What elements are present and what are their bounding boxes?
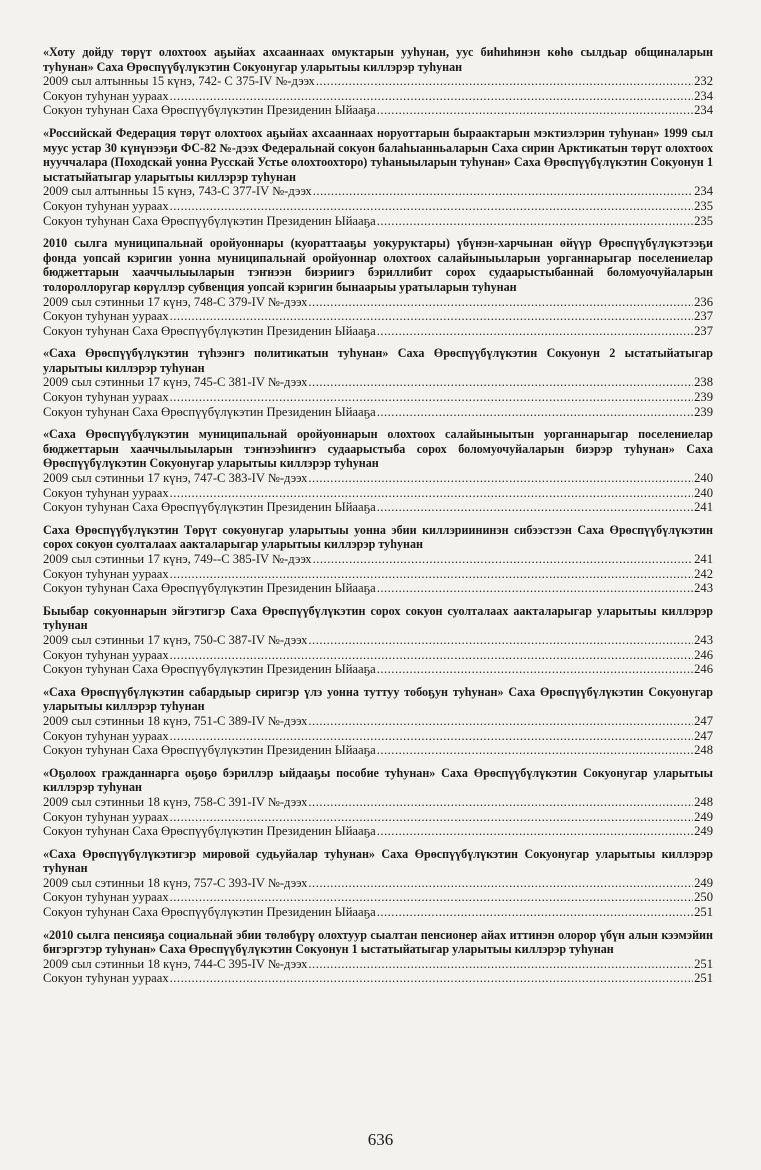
entry-title: «Оҕолоох гражданнарга оҕоҕо бэриллэр ыйдааҕы пособие туһунан» Саха Өрөспүүбүлүкэтин Сокуонугар уларытыы киллэрэр туһунан — [43, 765, 713, 795]
dot-leader — [170, 890, 693, 905]
row-page-number: 234 — [694, 184, 713, 199]
entry-title: «Хоту дойду төрүт олохтоох аҕыйах ахсааннаах омуктарын ууһунан, уус биһиһинэн көһө сылдьар общиналарын туһунан» Саха Өрөспүүбүлүкэтин Сокуонугар уларытыы киллэрэр туһунан — [43, 45, 713, 74]
row-page-number: 234 — [694, 103, 713, 118]
row-page-number: 246 — [694, 647, 713, 662]
row-page-number: 237 — [694, 309, 713, 324]
toc-row — [43, 581, 713, 596]
toc-row — [43, 103, 713, 118]
toc-row — [43, 905, 713, 920]
row-label: 2009 сыл алтынньы 15 күнэ, 742- С 375-IV №-дээх — [43, 74, 315, 89]
row-page-number: 248 — [694, 743, 713, 758]
toc-row — [43, 971, 713, 986]
entry-title: «Российскай Федерация төрүт олохтоох аҕыйах ахсааннаах норуоттарын быраактарын мэктиэлэрин туһунан» 1999 сыл муус устар 30 күнүнээҕи ФС-82 №-дээх Федеральнай сокуон балаһыанньаларын Саха сирин Арктикатын төрүт олохтоох нууччалара (Походскай уонна Русскай Устье олохтоохторо) туһаныыларын туһунан» Саха Өрөспүүбүлүкэтин Сокуонун 1 ыстатыйатыгар уларытыы киллэрэр туһунан — [43, 125, 713, 184]
row-page-number: 246 — [694, 662, 713, 677]
toc-row — [43, 486, 713, 501]
entry-title: Саха Өрөспүүбүлүкэтин Төрүт сокуонугар уларытыы уонна эбии киллэриининэн сибээстээн Саха Өрөспүүбүлүкэтин сорох сокуон суолталаах аакталарыгар уларытыы киллэрэр туһунан — [43, 522, 713, 552]
toc-row — [43, 375, 713, 390]
row-page-number: 239 — [694, 404, 713, 419]
row-label: 2009 сыл сэтинньи 17 күнэ, 747-С 383-IV №-дээх — [43, 471, 308, 486]
table-of-contents — [43, 45, 713, 994]
row-label: 2009 сыл сэтинньи 18 күнэ, 751-С 389-IV №-дээх — [43, 713, 308, 728]
row-label: 2009 сыл алтынньы 15 күнэ, 743-С 377-IV №-дээх — [43, 184, 312, 199]
toc-row — [43, 471, 713, 486]
toc-row — [43, 324, 713, 339]
row-page-number: 238 — [694, 375, 713, 390]
toc-row — [43, 633, 713, 648]
dot-leader — [170, 390, 693, 405]
row-label: Сокуон туһунан уураах — [43, 728, 169, 743]
dot-leader — [308, 957, 693, 972]
toc-row — [43, 890, 713, 905]
row-label: Сокуон туһунан Саха Өрөспүүбүлүкэтин Президенин Ыйааҕа — [43, 404, 376, 419]
toc-row — [43, 567, 713, 582]
row-page-number: 234 — [694, 88, 713, 103]
dot-leader — [377, 743, 693, 758]
dot-leader — [377, 103, 693, 118]
toc-row — [43, 74, 713, 89]
dot-leader — [308, 795, 693, 810]
toc-row — [43, 729, 713, 744]
row-page-number: 241 — [694, 552, 713, 566]
toc-row — [43, 295, 713, 310]
toc-entry — [43, 126, 713, 228]
row-label: Сокуон туһунан уураах — [43, 198, 169, 213]
dot-leader — [170, 89, 693, 104]
row-label: Сокуон туһунан уураах — [43, 485, 169, 500]
entry-title: 2010 сылга муниципальнай оройуоннары (куораттааҕы уокуруктары) үбүнэн-харчынан өйүүр Өрөспүүбүлүкэтээҕи фонда уопсай кэригин уонна муниципальнай оройуоннар олохтоох салайыныыларын уорганнарыгар поселениелар бюджеттарын хааччылыыларын тэҥнээн биэриигэ бэриллибит сорох судаарыстыбаннай боломуочуйаларын толороллоругар көрүллэр субвенция уопсай кэригин бынаарыы уратыларын туһунан — [43, 236, 713, 294]
row-label: Сокуон туһунан уураах — [43, 309, 169, 324]
row-label: Сокуон туһунан Саха Өрөспүүбүлүкэтин Президенин Ыйааҕа — [43, 581, 376, 596]
toc-row — [43, 390, 713, 405]
entry-title: «Саха Өрөспүүбүлүкэтин сабардыыр сиригэр үлэ уонна туттуу тобоҕун туһунан» Саха Өрөспүүбүлүкэтин Сокуонугар уларытыы киллэрэр туһунан — [43, 684, 713, 714]
row-page-number: 235 — [694, 213, 713, 228]
row-page-number: 235 — [694, 198, 713, 213]
row-page-number: 240 — [694, 471, 713, 486]
row-label: 2009 сыл сэтинньи 18 күнэ, 744-С 395-IV №-дээх — [43, 956, 308, 971]
row-page-number: 232 — [694, 74, 713, 89]
row-page-number: 236 — [694, 294, 713, 309]
entry-title: «Саха Өрөспүүбүлүкэтин түһээнгэ политикатын туһунан» Саха Өрөспүүбүлүкэтин Сокуонун 2 ыстатыйатыгар уларытыы киллэрэр туһунан — [43, 346, 713, 375]
toc-row — [43, 89, 713, 104]
row-page-number: 242 — [694, 566, 713, 581]
toc-row — [43, 214, 713, 229]
row-label: Сокуон туһунан уураах — [43, 647, 169, 662]
row-label: Сокуон туһунан уураах — [43, 566, 169, 581]
toc-row — [43, 662, 713, 677]
row-label: Сокуон туһунан Саха Өрөспүүбүлүкэтин Президенин Ыйааҕа — [43, 213, 376, 228]
toc-entry — [43, 685, 713, 758]
toc-row — [43, 552, 713, 567]
dot-leader — [316, 74, 693, 89]
entry-title: Быыбар сокуоннарын эйгэтигэр Саха Өрөспүүбүлүкэтин сорох сокуон суолталаах аакталарыгар уларытыы киллэрэр туһунан — [43, 603, 713, 633]
entry-title: «2010 сылга пенсияҕа социальнай эбии төлөбүрү олохтуур сыалтан пенсионер айах иттинэн олорор үбүн алын кээмэйин бигэргэтэр туһунан» Саха Өрөспүүбүлүкэтин Сокуонун 1 ыстатыйатыгар уларытыы киллэрэр туһунан — [43, 927, 713, 957]
toc-row — [43, 795, 713, 810]
row-page-number: 247 — [694, 713, 713, 728]
dot-leader — [308, 471, 693, 486]
toc-entry — [43, 766, 713, 839]
toc-row — [43, 648, 713, 663]
dot-leader — [308, 295, 693, 310]
row-label: Сокуон туһунан Саха Өрөспүүбүлүкэтин Президенин Ыйааҕа — [43, 323, 376, 338]
dot-leader — [308, 714, 693, 729]
row-page-number: 250 — [694, 890, 713, 905]
dot-leader — [377, 905, 693, 920]
dot-leader — [170, 971, 693, 986]
toc-entry — [43, 847, 713, 920]
row-page-number: 248 — [694, 794, 713, 809]
row-page-number: 251 — [694, 971, 713, 986]
row-label: 2009 сыл сэтинньи 17 күнэ, 750-С 387-IV №-дээх — [43, 632, 308, 647]
dot-leader — [308, 876, 693, 891]
toc-entry — [43, 346, 713, 419]
dot-leader — [170, 567, 693, 582]
row-label: Сокуон туһунан Саха Өрөспүүбүлүкэтин Президенин Ыйааҕа — [43, 743, 376, 758]
row-page-number: 249 — [694, 875, 713, 890]
dot-leader — [308, 633, 693, 648]
dot-leader — [170, 729, 693, 744]
toc-row — [43, 810, 713, 825]
row-page-number: 237 — [694, 323, 713, 338]
toc-row — [43, 714, 713, 729]
toc-row — [43, 405, 713, 420]
row-label: 2009 сыл сэтинньи 17 күнэ, 745-С 381-IV №-дээх — [43, 375, 308, 390]
row-label: Сокуон туһунан Саха Өрөспүүбүлүкэтин Президенин Ыйааҕа — [43, 905, 376, 920]
toc-row — [43, 500, 713, 515]
row-page-number: 247 — [694, 728, 713, 743]
row-label: Сокуон туһунан уураах — [43, 88, 169, 103]
row-label: 2009 сыл сэтинньи 17 күнэ, 748-С 379-IV №-дээх — [43, 294, 308, 309]
row-page-number: 249 — [694, 809, 713, 824]
row-page-number: 239 — [694, 390, 713, 405]
row-page-number: 249 — [694, 824, 713, 839]
toc-entry — [43, 523, 713, 596]
toc-row — [43, 743, 713, 758]
toc-row — [43, 199, 713, 214]
dot-leader — [170, 309, 693, 324]
row-label: Сокуон туһунан уураах — [43, 890, 169, 905]
row-page-number: 243 — [694, 581, 713, 596]
row-label: Сокуон туһунан Саха Өрөспүүбүлүкэтин Президенин Ыйааҕа — [43, 103, 376, 118]
dot-leader — [377, 662, 693, 677]
dot-leader — [170, 199, 693, 214]
dot-leader — [377, 214, 693, 229]
entry-title: «Саха Өрөспүүбүлүкэтин муниципальнай оройуоннарын олохтоох салайыныытын уорганнарыгар поселениелар бюджеттарын хааччылыыларын тэҥнээһиҥҥэ судаарыстыба сорох боломуочуйаларын биэрэр туһунан» Саха Өрөспүүбүлүкэтин Сокуонугар уларытыы киллэрэр туһунан — [43, 427, 713, 471]
page-number: 636 — [367, 1130, 394, 1149]
dot-leader — [377, 500, 693, 515]
row-label: 2009 сыл сэтинньи 17 күнэ, 749--С 385-IV №-дээх — [43, 552, 312, 566]
toc-row — [43, 309, 713, 324]
row-page-number: 240 — [694, 485, 713, 500]
dot-leader — [313, 184, 693, 199]
row-page-number: 251 — [694, 905, 713, 920]
row-label: Сокуон туһунан уураах — [43, 971, 169, 986]
toc-entry — [43, 45, 713, 118]
dot-leader — [377, 581, 693, 596]
entry-title: «Саха Өрөспүүбүлүкэтигэр мировой судьуйалар туһунан» Саха Өрөспүүбүлүкэтин Сокуонугар уларытыы киллэрэр туһунан — [43, 846, 713, 876]
toc-row — [43, 184, 713, 199]
toc-entry — [43, 236, 713, 338]
row-label: 2009 сыл сэтинньи 18 күнэ, 757-С 393-IV №-дээх — [43, 875, 308, 890]
dot-leader — [377, 324, 693, 339]
dot-leader — [170, 648, 693, 663]
row-label: Сокуон туһунан Саха Өрөспүүбүлүкэтин Президенин Ыйааҕа — [43, 500, 376, 515]
toc-row — [43, 957, 713, 972]
row-label: Сокуон туһунан Саха Өрөспүүбүлүкэтин Президенин Ыйааҕа — [43, 662, 376, 677]
toc-row — [43, 824, 713, 839]
dot-leader — [170, 810, 693, 825]
dot-leader — [308, 375, 693, 390]
dot-leader — [377, 824, 693, 839]
row-label: Сокуон туһунан уураах — [43, 809, 169, 824]
dot-leader — [377, 405, 693, 420]
row-label: 2009 сыл сэтинньи 18 күнэ, 758-С 391-IV №-дээх — [43, 794, 308, 809]
row-page-number: 251 — [694, 956, 713, 971]
row-page-number: 241 — [694, 500, 713, 515]
toc-entry — [43, 928, 713, 986]
toc-row — [43, 876, 713, 891]
row-label: Сокуон туһунан Саха Өрөспүүбүлүкэтин Президенин Ыйааҕа — [43, 824, 376, 839]
row-page-number: 243 — [694, 632, 713, 647]
dot-leader — [313, 552, 694, 567]
toc-entry — [43, 427, 713, 515]
toc-entry — [43, 604, 713, 677]
dot-leader — [170, 486, 693, 501]
row-label: Сокуон туһунан уураах — [43, 390, 169, 405]
